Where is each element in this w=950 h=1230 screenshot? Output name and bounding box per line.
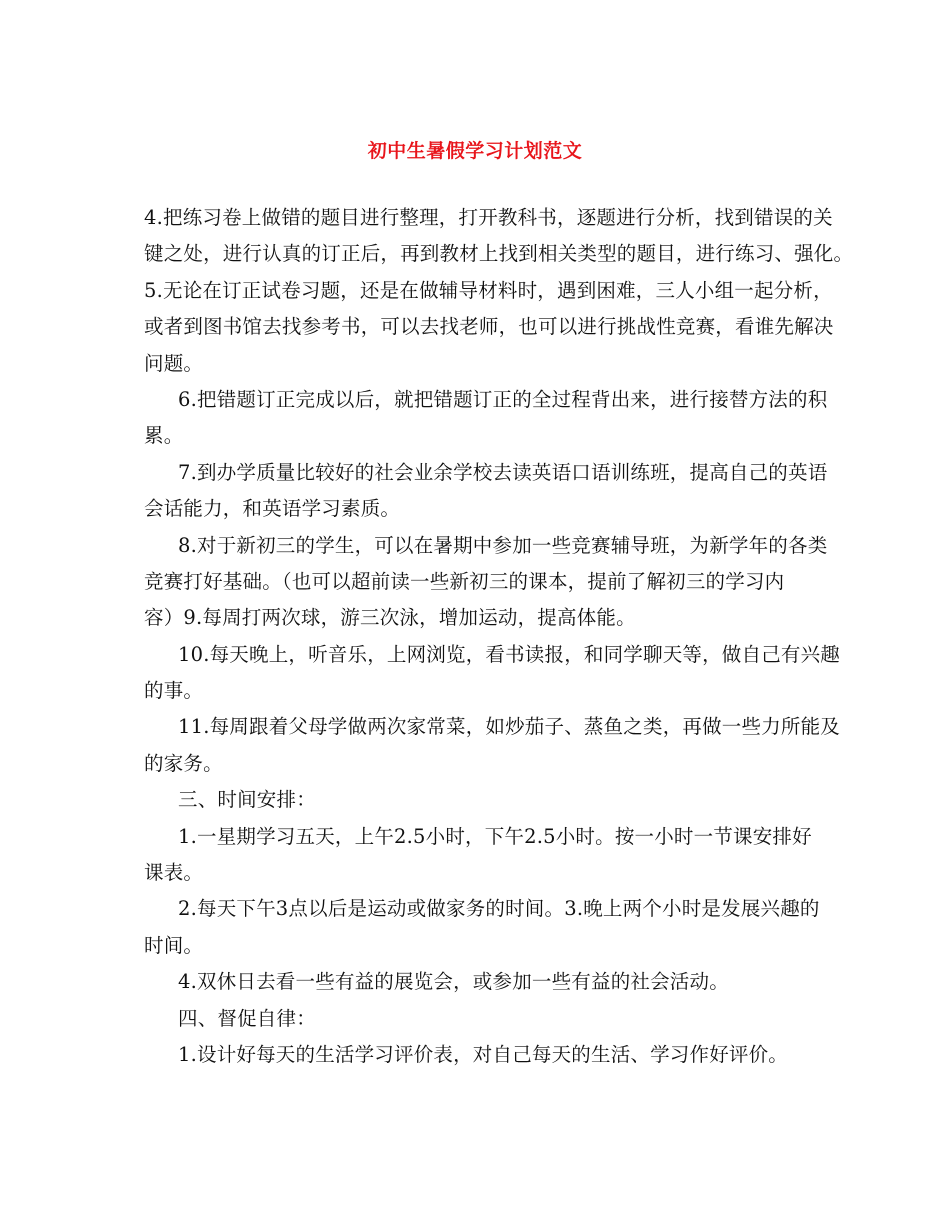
text-line: 键之处，进行认真的订正后，再到教材上找到相关类型的题目，进行练习、强化。 (144, 242, 854, 266)
text-line: 7.到办学质量比较好的社会业余学校去读英语口语训练班，提高自己的英语 (178, 460, 828, 484)
document-body (144, 200, 854, 1073)
text-line: 5.无论在订正试卷习题，还是在做辅导材料时，遇到困难，三人小组一起分析， (144, 278, 833, 302)
text-line: 或者到图书馆去找参考书，可以去找老师，也可以进行挑战性竞赛，看谁先解决 (144, 315, 834, 339)
text-line: 2.每天下午3点以后是运动或做家务的时间。3.晚上两个小时是发展兴趣的 (178, 897, 820, 921)
text-line: 时间。 (144, 933, 204, 957)
text-line: 6.把错题订正完成以后，就把错题订正的全过程背出来，进行接替方法的积 (178, 387, 828, 411)
section-heading: 四、督促自律： (178, 1006, 316, 1030)
text-line: 累。 (144, 424, 184, 448)
text-line: 问题。 (144, 351, 204, 375)
document-title: 初中生暑假学习计划范文 (367, 140, 583, 162)
text-line: 4.双休日去看一些有益的展览会，或参加一些有益的社会活动。 (178, 970, 729, 994)
text-line: 8.对于新初三的学生，可以在暑期中参加一些竞赛辅导班，为新学年的各类 (178, 533, 828, 557)
text-line: 10.每天晚上，听音乐，上网浏览，看书读报，和同学聊天等，做自己有兴趣 (178, 642, 841, 666)
text-line: 容）9.每周打两次球，游三次泳，增加运动，提高体能。 (144, 606, 636, 630)
text-line: 1.一星期学习五天，上午2.5小时，下午2.5小时。按一小时一节课安排好 (178, 824, 812, 848)
text-line: 的家务。 (144, 751, 223, 775)
text-line: 1.设计好每天的生活学习评价表，对自己每天的生活、学习作好评价。 (178, 1042, 789, 1066)
text-line: 会话能力，和英语学习素质。 (144, 497, 401, 521)
text-line: 的事。 (144, 679, 204, 703)
text-line: 11.每周跟着父母学做两次家常菜，如炒茄子、蒸鱼之类，再做一些力所能及 (178, 715, 841, 739)
section-heading: 三、时间安排： (178, 788, 316, 812)
text-line: 课表。 (144, 861, 204, 885)
text-line: 竞赛打好基础。（也可以超前读一些新初三的课本，提前了解初三的学习内 (144, 569, 785, 593)
text-line: 4.把练习卷上做错的题目进行整理，打开教科书，逐题进行分析，找到错误的关 (144, 206, 833, 229)
